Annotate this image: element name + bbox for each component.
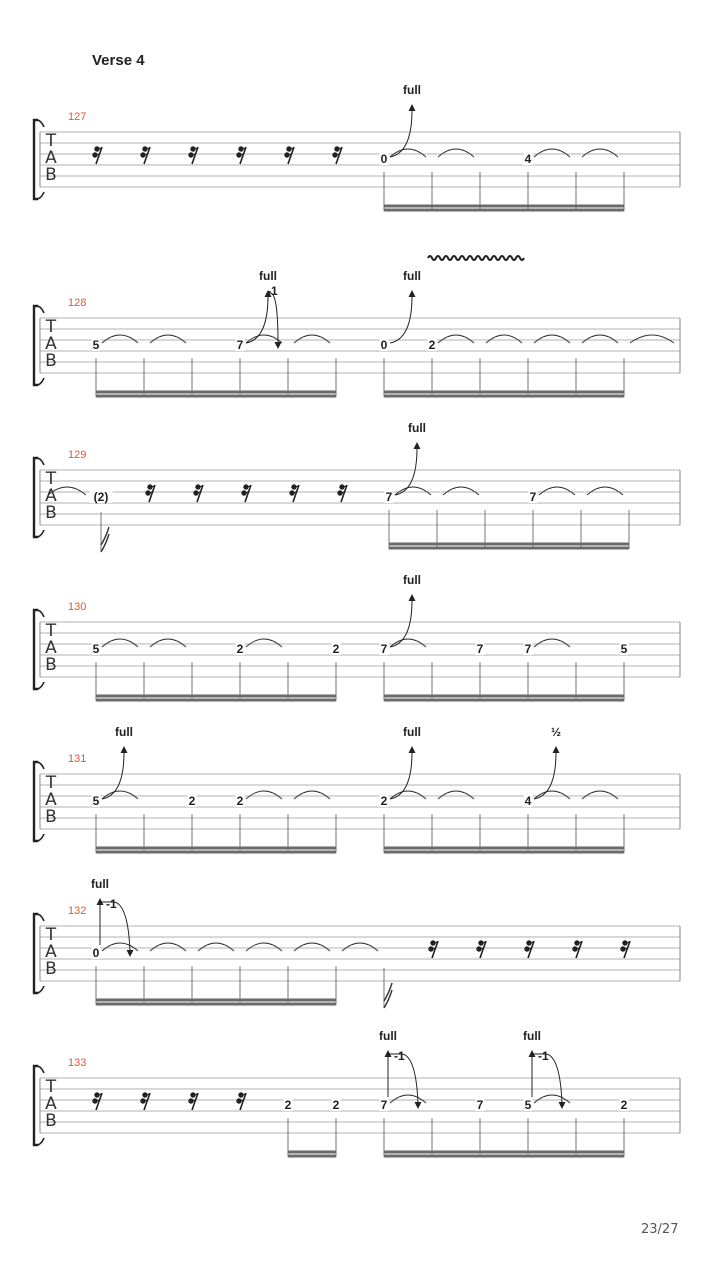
tie-slur bbox=[102, 335, 138, 343]
bend-amount-label: ½ bbox=[550, 725, 562, 739]
tie-slur bbox=[443, 487, 479, 495]
tab-clef-letter: T bbox=[45, 1077, 57, 1097]
sixteenth-rest bbox=[93, 147, 102, 164]
system-bracket bbox=[34, 914, 38, 993]
sixteenth-rest bbox=[242, 485, 251, 502]
fret-number: 2 bbox=[428, 338, 436, 352]
fret-number: 7 bbox=[380, 642, 388, 656]
bracket-hook bbox=[38, 914, 44, 921]
bracket-hook bbox=[38, 378, 44, 385]
bracket-hook bbox=[38, 120, 44, 127]
sixteenth-rest bbox=[93, 1093, 102, 1110]
bracket-hook bbox=[38, 530, 44, 537]
tab-clef-letter: B bbox=[45, 165, 57, 185]
bend-curve bbox=[390, 296, 412, 343]
tab-clef-letter: T bbox=[45, 469, 57, 489]
tab-clef-letter: T bbox=[45, 925, 57, 945]
tie-slur bbox=[246, 791, 282, 799]
sixteenth-rest bbox=[237, 1093, 246, 1110]
tab-clef-letter: B bbox=[45, 351, 57, 371]
sixteenth-rest bbox=[146, 485, 155, 502]
sixteenth-rest bbox=[189, 1093, 198, 1110]
system-bracket bbox=[34, 1066, 38, 1145]
fret-number: 2 bbox=[236, 794, 244, 808]
fret-number: 7 bbox=[529, 490, 537, 504]
bend-arrow bbox=[414, 442, 421, 449]
system-bracket bbox=[34, 120, 38, 199]
tie-slur bbox=[198, 943, 234, 951]
fret-number: 5 bbox=[524, 1098, 532, 1112]
sixteenth-rest bbox=[285, 147, 294, 164]
sixteenth-rest bbox=[290, 485, 299, 502]
fret-number: 0 bbox=[380, 338, 388, 352]
fret-number: 4 bbox=[524, 152, 532, 166]
measure-number: 132 bbox=[68, 905, 87, 917]
fret-number: 2 bbox=[284, 1098, 292, 1112]
tie-slur bbox=[150, 335, 186, 343]
fret-number: 7 bbox=[236, 338, 244, 352]
tie-slur bbox=[246, 943, 282, 951]
bracket-hook bbox=[38, 986, 44, 993]
tab-clef-letter: T bbox=[45, 131, 57, 151]
tab-clef-letter: A bbox=[45, 638, 57, 658]
measure-number: 130 bbox=[68, 601, 87, 613]
vibrato-mark bbox=[428, 256, 524, 260]
bend-amount-label: full bbox=[91, 877, 109, 891]
fret-number: 2 bbox=[188, 794, 196, 808]
tie-slur bbox=[390, 1095, 426, 1103]
tab-clef-letter: A bbox=[45, 1094, 57, 1114]
tie-slur bbox=[438, 149, 474, 157]
bend-amount-label: full bbox=[403, 83, 421, 97]
fret-number: 5 bbox=[92, 338, 100, 352]
bend-arrow bbox=[409, 746, 416, 753]
sixteenth-rest bbox=[429, 941, 438, 958]
fret-number: 4 bbox=[524, 794, 532, 808]
bend-amount-label: full bbox=[408, 421, 426, 435]
measure-number: 133 bbox=[68, 1057, 87, 1069]
tie-slur bbox=[150, 639, 186, 647]
bracket-hook bbox=[38, 762, 44, 769]
tie-slur bbox=[150, 943, 186, 951]
tab-clef-letter: T bbox=[45, 773, 57, 793]
bend-arrow bbox=[553, 746, 560, 753]
tie-slur bbox=[102, 639, 138, 647]
measure-number: 129 bbox=[68, 449, 87, 461]
sixteenth-rest bbox=[141, 1093, 150, 1110]
fret-number: 7 bbox=[476, 1098, 484, 1112]
tie-slur bbox=[486, 335, 522, 343]
tie-slur bbox=[294, 943, 330, 951]
fret-number: 0 bbox=[380, 152, 388, 166]
measure-number: 131 bbox=[68, 753, 87, 765]
tab-clef-letter: T bbox=[45, 317, 57, 337]
tie-slur bbox=[438, 335, 474, 343]
bracket-hook bbox=[38, 682, 44, 689]
bend-amount-label: full bbox=[403, 269, 421, 283]
tab-clef-letter: B bbox=[45, 1111, 57, 1131]
bend-amount-label: full bbox=[523, 1029, 541, 1043]
tie-slur bbox=[534, 335, 570, 343]
tie-slur bbox=[539, 487, 575, 495]
bracket-hook bbox=[38, 610, 44, 617]
tie-slur bbox=[582, 149, 618, 157]
tab-clef-letter: A bbox=[45, 790, 57, 810]
fret-number: 7 bbox=[385, 490, 393, 504]
fret-number: 2 bbox=[380, 794, 388, 808]
page-number: 23/27 bbox=[641, 1222, 679, 1237]
tie-slur bbox=[630, 335, 674, 343]
system-bracket bbox=[34, 458, 38, 537]
bend-amount-label: full bbox=[115, 725, 133, 739]
bend-amount-label: full bbox=[379, 1029, 397, 1043]
bracket-hook bbox=[38, 1066, 44, 1073]
bracket-hook bbox=[38, 192, 44, 199]
system-bracket bbox=[34, 306, 38, 385]
fret-number: 7 bbox=[524, 642, 532, 656]
fret-number: 7 bbox=[380, 1098, 388, 1112]
fret-number: 0 bbox=[92, 946, 100, 960]
tie-slur bbox=[582, 335, 618, 343]
sixteenth-rest bbox=[573, 941, 582, 958]
system-bracket bbox=[34, 762, 38, 841]
tie-slur bbox=[438, 791, 474, 799]
fret-number: 5 bbox=[92, 794, 100, 808]
fret-number: (2) bbox=[93, 490, 109, 504]
fret-number: 2 bbox=[236, 642, 244, 656]
release-amount-label: -1 bbox=[267, 284, 278, 298]
tab-clef-letter: B bbox=[45, 655, 57, 675]
measure-number: 128 bbox=[68, 297, 87, 309]
tie-slur bbox=[342, 943, 378, 951]
fret-number: 2 bbox=[620, 1098, 628, 1112]
tie-slur bbox=[294, 335, 330, 343]
tab-clef-letter: A bbox=[45, 334, 57, 354]
release-arrow bbox=[415, 1102, 422, 1109]
measure-number: 127 bbox=[68, 111, 87, 123]
bend-amount-label: full bbox=[403, 573, 421, 587]
bend-arrow bbox=[121, 746, 128, 753]
tie-slur bbox=[102, 943, 138, 951]
tie-slur bbox=[582, 791, 618, 799]
bend-arrow bbox=[409, 594, 416, 601]
sixteenth-rest bbox=[621, 941, 630, 958]
tab-clef-letter: B bbox=[45, 807, 57, 827]
release-amount-label: -1 bbox=[106, 897, 117, 911]
fret-number: 2 bbox=[332, 1098, 340, 1112]
sixteenth-rest bbox=[477, 941, 486, 958]
tab-clef-letter: A bbox=[45, 148, 57, 168]
sixteenth-rest bbox=[338, 485, 347, 502]
bend-amount-label: full bbox=[403, 725, 421, 739]
sixteenth-rest bbox=[525, 941, 534, 958]
fret-number: 5 bbox=[620, 642, 628, 656]
tab-clef-letter: B bbox=[45, 503, 57, 523]
bracket-hook bbox=[38, 1138, 44, 1145]
bracket-hook bbox=[38, 458, 44, 465]
release-arrow bbox=[127, 950, 134, 957]
sixteenth-rest bbox=[237, 147, 246, 164]
release-arrow bbox=[559, 1102, 566, 1109]
bend-arrow bbox=[409, 104, 416, 111]
fret-number: 7 bbox=[476, 642, 484, 656]
tab-clef-letter: A bbox=[45, 486, 57, 506]
tie-slur bbox=[246, 639, 282, 647]
tie-slur bbox=[534, 149, 570, 157]
tie-slur bbox=[534, 639, 570, 647]
tab-clef-letter: T bbox=[45, 621, 57, 641]
tie-slur bbox=[534, 1095, 570, 1103]
fret-number: 2 bbox=[332, 642, 340, 656]
release-amount-label: -1 bbox=[538, 1049, 549, 1063]
bracket-hook bbox=[38, 306, 44, 313]
sixteenth-rest bbox=[333, 147, 342, 164]
sixteenth-rest bbox=[141, 147, 150, 164]
tab-clef-letter: B bbox=[45, 959, 57, 979]
sixteenth-rest bbox=[194, 485, 203, 502]
tab-clef-letter: A bbox=[45, 942, 57, 962]
release-amount-label: -1 bbox=[394, 1049, 405, 1063]
section-title: Verse 4 bbox=[92, 52, 145, 69]
tie-slur bbox=[587, 487, 623, 495]
system-bracket bbox=[34, 610, 38, 689]
release-arrow bbox=[275, 342, 282, 349]
bend-amount-label: full bbox=[259, 269, 277, 283]
bracket-hook bbox=[38, 834, 44, 841]
bend-arrow bbox=[409, 290, 416, 297]
sixteenth-rest bbox=[189, 147, 198, 164]
tie-slur bbox=[294, 791, 330, 799]
fret-number: 5 bbox=[92, 642, 100, 656]
